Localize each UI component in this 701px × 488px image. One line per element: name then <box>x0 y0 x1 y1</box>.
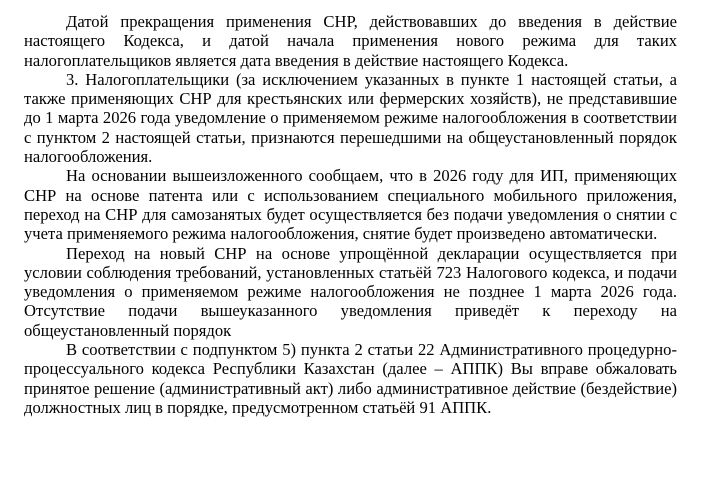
paragraph-effective-date: Датой прекращения применения СНР, действовавших до введения в действие настоящего Кодекса, и датой начала применения нового режима для таких налогоплательщиков является дата введения в действие настоящего Кодекса. <box>24 12 677 70</box>
paragraph-notice-2026: На основании вышеизложенного сообщаем, что в 2026 году для ИП, применяющих СНР на основе патента или с использованием специального мобильного приложения, переход на СНР для самозанятых будет осуществляется без подачи уведомления о снятии с учета применяемого режима налогообложения, снятие будет произведено автоматически. <box>24 166 677 244</box>
paragraph-appeal-rights: В соответствии с подпунктом 5) пункта 2 статьи 22 Административного процедурно-процессуального кодекса Республики Казахстан (далее – АППК) Вы вправе обжаловать принятое решение (административный акт) либо административное действие (бездействие) должностных лиц в порядке, предусмотренном статьёй 91 АППК. <box>24 340 677 417</box>
paragraph-clause-3: 3. Налогоплательщики (за исключением указанных в пункте 1 настоящей статьи, а также применяющих СНР для крестьянских или фермерских хозяйств), не представившие до 1 марта 2026 года уведомление о применяемом режиме налогообложения в соответствии с пунктом 2 настоящей статьи, признаются перешедшими на общеустановленный порядок налогообложения. <box>24 69 677 167</box>
paragraph-simplified-declaration: Переход на новый СНР на основе упрощённой декларации осуществляется при условии соблюдения требований, установленных статьёй 723 Налогового кодекса, и подачи уведомления о применяемом режиме налогообложения не позднее 1 марта 2026 года. Отсутствие подачи вышеуказанного уведомления приведёт к переходу на общеустановленный порядок <box>24 243 677 340</box>
